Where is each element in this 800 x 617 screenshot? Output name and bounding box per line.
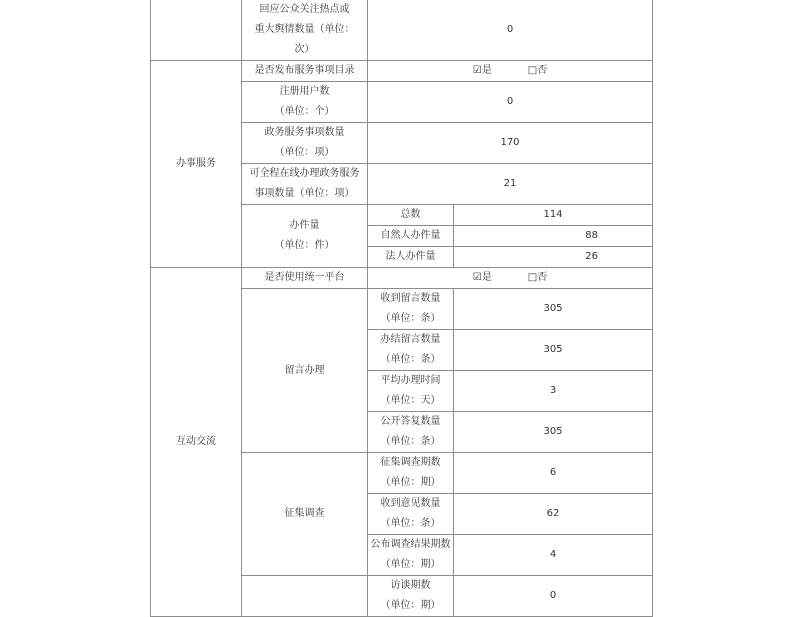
survey-label: 征集调查 xyxy=(242,453,368,576)
empty-cell xyxy=(151,0,242,61)
messages-row-name: 平均办理时间 （单位：天） xyxy=(368,371,454,412)
hotspot-label: 回应公众关注热点或 重大舆情数量（单位： 次） xyxy=(242,0,368,61)
online-label: 可全程在线办理政务服务 事项数量（单位：项） xyxy=(242,164,368,205)
users-value: 0 xyxy=(368,82,653,123)
unchecked-box-icon: □否 xyxy=(527,65,548,76)
platform-label: 是否使用统一平台 xyxy=(242,268,368,289)
publish-options xyxy=(368,61,653,82)
table-row xyxy=(151,61,653,82)
online-value: 21 xyxy=(368,164,653,205)
unchecked-box-icon: □否 xyxy=(527,272,548,283)
survey-row-name: 征集调查期数 （单位：期） xyxy=(368,453,454,494)
messages-row-value: 305 xyxy=(454,289,653,330)
volume-label: 办件量 （单位：件） xyxy=(242,205,368,268)
survey-row-name: 公布调查结果期数 （单位：期） xyxy=(368,535,454,576)
group-label-interaction: 互动交流 xyxy=(151,268,242,617)
platform-options xyxy=(368,268,653,289)
volume-row-name: 法人办件量 xyxy=(368,247,454,268)
messages-row-value: 305 xyxy=(454,412,653,453)
interview-row-name: 访谈期数 （单位：期） xyxy=(368,576,454,617)
hotspot-value: 0 xyxy=(368,0,653,61)
interview-label xyxy=(242,576,368,617)
survey-row-value: 4 xyxy=(454,535,653,576)
volume-row-value: 114 xyxy=(454,205,653,226)
messages-row-name: 收到留言数量 （单位：条） xyxy=(368,289,454,330)
items-value: 170 xyxy=(368,123,653,164)
gov-affairs-stats-table xyxy=(150,0,652,617)
volume-row-name: 自然人办件量 xyxy=(368,226,454,247)
group-label-service: 办事服务 xyxy=(151,61,242,268)
checked-box-icon: ☑是 xyxy=(472,65,492,76)
messages-row-name: 公开答复数量 （单位：条） xyxy=(368,412,454,453)
publish-label: 是否发布服务事项目录 xyxy=(242,61,368,82)
checked-box-icon: ☑是 xyxy=(472,272,492,283)
messages-row-value: 305 xyxy=(454,330,653,371)
items-label: 政务服务事项数量 （单位：项） xyxy=(242,123,368,164)
messages-label: 留言办理 xyxy=(242,289,368,453)
survey-row-value: 6 xyxy=(454,453,653,494)
survey-row-name: 收到意见数量 （单位：条） xyxy=(368,494,454,535)
survey-row-value: 62 xyxy=(454,494,653,535)
volume-row-name: 总数 xyxy=(368,205,454,226)
table-row xyxy=(151,0,653,61)
messages-row-name: 办结留言数量 （单位：条） xyxy=(368,330,454,371)
messages-row-value: 3 xyxy=(454,371,653,412)
table-row xyxy=(151,268,653,289)
users-label: 注册用户数 （单位：个） xyxy=(242,82,368,123)
volume-row-value: 26 xyxy=(454,247,653,268)
interview-row-value: 0 xyxy=(454,576,653,617)
volume-row-value: 88 xyxy=(454,226,653,247)
